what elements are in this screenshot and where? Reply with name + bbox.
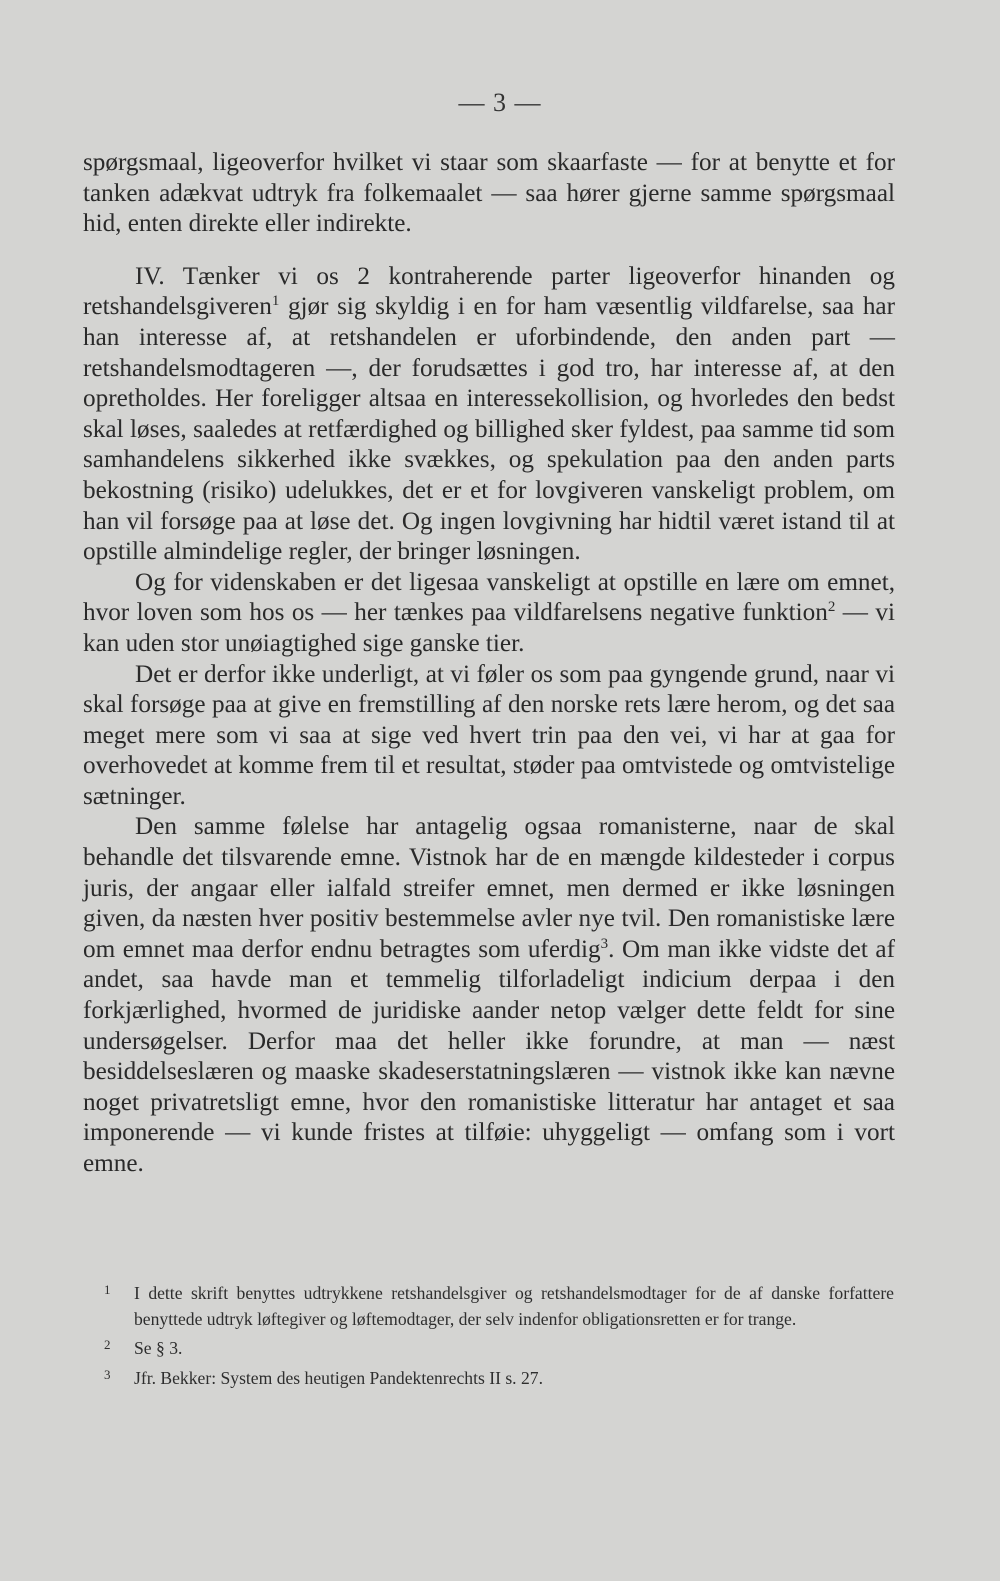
paragraph-science-text-b: — vi kan uden stor unøiagtighed sige ganske tier. — [83, 599, 895, 657]
paragraph-intro: spørgsmaal, ligeoverfor hvilket vi staar som skaarfaste — for at benytte et for tanken adækvat udtryk fra folkemaalet — saa hører gjerne samme spørgsmaal hid, enten direkte eller indirekte. — [83, 149, 895, 238]
footnote-mark: 2 — [104, 1337, 111, 1352]
footnote-mark: 3 — [104, 1366, 111, 1382]
paragraph-section-iv-text-b: gjør sig skyldig i en for ham væsentlig vildfarelse, saa har han interesse af, at retshandelen er uforbindende, den anden part — retshandelsmodtageren —, der forudsættes i god tro, har interesse af, at den opretholdes. Her foreligger altsaa en interessekollision, og hvorledes den bedst skal løses, saaledes at retfærdighed og billighed sker fyldest, paa samme tid som samhandelens sikkerhed ikke svækkes, og spekulation paa den anden parts bekostning (risiko) udelukkes, det er et for lovgiveren vanskeligt problem, om han vil forsøge paa at løse det. Og ingen lovgivning har hidtil været istand til at opstille almindelige regler, der bringer løsningen. — [83, 293, 895, 566]
footnote-text: I dette skrift benyttes udtrykkene retshandelsgiver og retshandelsmodtager for de af danske forfattere benyttede udtryk løftegiver og løftemodtager, der selv indenfor obligationsretten er for trange. — [134, 1283, 894, 1329]
footnote-mark: 1 — [104, 1282, 111, 1297]
paragraph-science-text-a: Og for videnskaben er det ligesaa vanskeligt at opstille en lære om emnet, hvor loven som hos os — her tænkes paa vildfarelsens negative funktion — [83, 568, 895, 627]
body-text — [83, 148, 895, 1180]
footnote-text: Jfr. Bekker: System des heutigen Pandektenrechts II s. 27. — [134, 1367, 543, 1388]
footnote-3 — [104, 1366, 894, 1392]
paragraph-uncertain-ground: Det er derfor ikke underligt, at vi føler os som paa gyngende grund, naar vi skal forsøge paa at give en fremstilling af den norske rets lære herom, og det saa meget mere som vi saa at sige ved hvert trin paa den vei, vi har at gaa for overhovedet at komme frem til et resultat, støder paa omtvistede og omtvistelige sætninger. — [83, 660, 895, 810]
paragraph-romanists-text-a: Den samme følelse har antagelig ogsaa romanisterne, naar de skal behandle det tilsvarende emne. Vistnok har de en mængde kildesteder i corpus juris, der angaar eller ialfald streifer emnet, men dermed er ikke løsningen given, da næsten hver positiv bestemmelse avler nye tvil. Den romanistiske lære om emnet maa derfor endnu betragtes som uferdig — [83, 813, 895, 963]
footnote-text: Se § 3. — [134, 1338, 183, 1358]
paragraph-science — [83, 568, 895, 660]
footnote-ref-3[interactable]: 3 — [600, 935, 609, 952]
footnote-ref-2[interactable]: 2 — [827, 599, 836, 616]
paragraph-section-iv-text-a: IV. Tænker vi os 2 kontraherende parter ligeoverfor hinanden og retshandelsgiveren — [83, 262, 895, 321]
footnote-1 — [104, 1281, 894, 1332]
footnotes — [104, 1281, 894, 1395]
paragraph-section-iv — [83, 262, 895, 568]
paragraph-romanists-text-b: . Om man ikke vidste det af andet, saa havde man et temmelig tilforladeligt indicium derpaa i den forkjærlighed, hvormed de juridiske aander netop vælger dette feldt for sine undersøgelser. Derfor maa det heller ikke forundre, at man — næst besiddelseslæren og maaske skadeserstatningslæren — vistnok ikke kan nævne noget privatretsligt emne, hvor den romanistiske litteratur har antaget et saa imponerende — vi kunde fristes at tilføie: uhyggeligt — omfang som i vort emne. — [83, 935, 895, 1177]
footnote-2 — [104, 1336, 894, 1362]
footnote-ref-1[interactable]: 1 — [271, 293, 280, 310]
page-number: — 3 — — [458, 88, 542, 117]
paragraph-romanists — [83, 812, 895, 1179]
